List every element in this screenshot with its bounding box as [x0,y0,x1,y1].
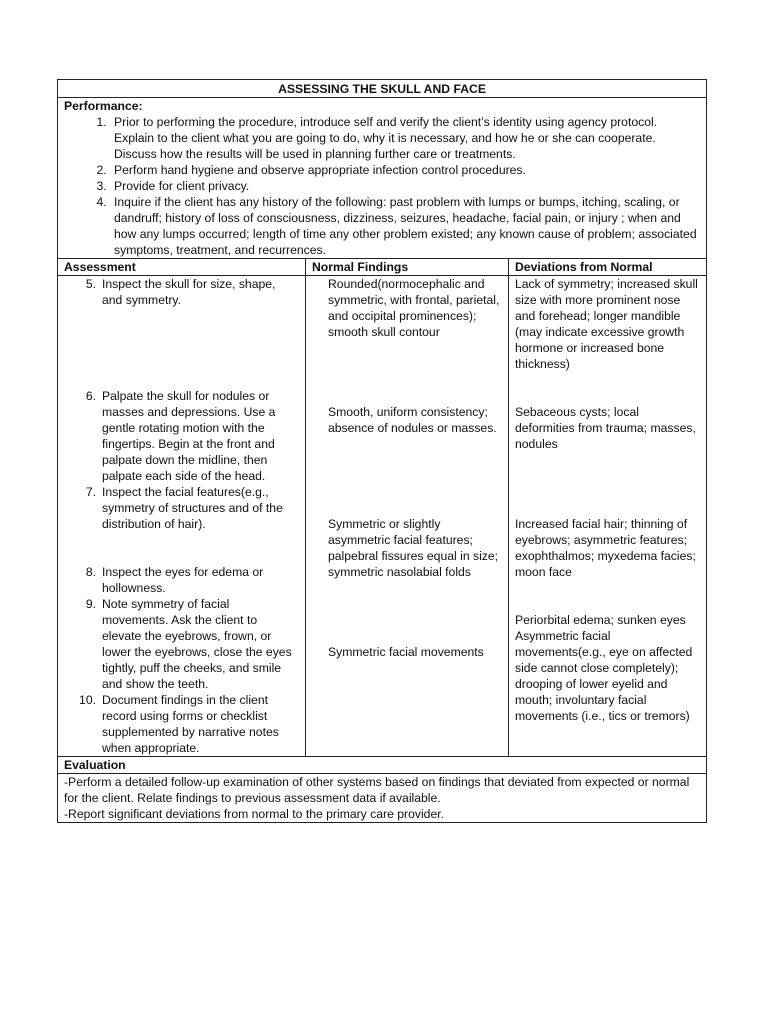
performance-item: 1. Prior to performing the procedure, introduce self and verify the client’s identity using agency protocol. Explain to the client what you are going to do, why it is necessary, and how he or she can cooperate. Discuss how the results will be used in planning further care or treatments. [110,114,700,162]
procedure-table [57,79,707,823]
assessment-column [58,276,306,757]
evaluation-line: -Perform a detailed follow-up examination of other systems based on findings that deviated from expected or normal for the client. Relate findings to previous assessment data if available. [64,775,690,805]
deviation-9: Asymmetric facial movements(e.g., eye on affected side cannot close completely); drooping of lower eyelid and mouth; involuntary facial movements (i.e., tics or tremors) [515,629,693,723]
performance-item: 4. Inquire if the client has any history of the following: past problem with lumps or bumps, itching, scaling, or dandruff; history of loss of consciousness, dizziness, seizures, headache, facial pain, or injury ; when and how any lumps occurred; length of time any other problem existed; any known cause of problem; associated symptoms, treatment, and recurrences. [110,194,700,258]
step-number: 6. [85,389,96,403]
procedure-document [57,79,706,823]
performance-list [64,114,700,258]
step-number: 8. [85,565,96,579]
step-text: Inspect the eyes for edema or hollowness. [102,565,264,595]
normal-finding-7: Symmetric or slightly asymmetric facial features; palpebral fissures equal in size; symmetric nasolabial folds [328,517,499,579]
performance-item: 2. Perform hand hygiene and observe appropriate infection control procedures. [110,162,700,178]
step-8 [64,564,299,596]
header-normal-findings: Normal Findings [306,259,509,276]
step-number: 5. [85,277,96,291]
evaluation-line: -Report significant deviations from normal to the primary care provider. [64,807,445,821]
header-deviations: Deviations from Normal [509,259,707,276]
deviation-7: Increased facial hair; thinning of eyebrows; asymmetric features; exophthalmos; myxedema facies; moon face [515,517,696,579]
step-9 [64,596,299,692]
step-text: Palpate the skull for nodules or masses and depressions. Use a gentle rotating motion with the fingertips. Begin at the front and palpate down the midline, then palpate each side of the head. [102,389,276,483]
step-6 [64,388,299,484]
deviation-5: Lack of symmetry; increased skull size with more prominent nose and forehead; longer mandible (may indicate excessive growth hormone or increased bone thickness) [515,277,698,371]
normal-findings-column [306,276,509,757]
step-text: Note symmetry of facial movements. Ask the client to elevate the eyebrows, frown, or lower the eyebrows, close the eyes tightly, puff the cheeks, and smile and show the teeth. [102,597,292,691]
step-text: Inspect the skull for size, shape, and symmetry. [102,277,276,307]
step-5 [64,276,299,308]
step-10 [64,692,299,756]
step-number: 7. [85,485,96,499]
step-text: Inspect the facial features(e.g., symmetry of structures and of the distribution of hair). [102,485,283,531]
step-number: 9. [85,597,96,611]
performance-label: Performance: [64,99,143,113]
normal-finding-6: Smooth, uniform consistency; absence of nodules or masses. [328,405,497,435]
step-text: Document findings in the client record using forms or checklist supplemented by narrative notes when appropriate. [102,693,279,755]
normal-finding-9: Symmetric facial movements [328,645,484,659]
header-assessment: Assessment [58,259,306,276]
document-title: ASSESSING THE SKULL AND FACE [58,80,707,98]
step-number: 10. [79,693,96,707]
normal-finding-5: Rounded(normocephalic and symmetric, with frontal, parietal, and occipital prominences); smooth skull contour [328,277,500,339]
step-7 [64,484,299,532]
evaluation-section [58,774,707,823]
performance-item: 3. Provide for client privacy. [110,178,700,194]
performance-section [58,98,707,259]
evaluation-label: Evaluation [58,757,707,774]
deviation-8: Periorbital edema; sunken eyes [515,613,686,627]
deviations-column [509,276,707,757]
deviation-6: Sebaceous cysts; local deformities from trauma; masses, nodules [515,405,696,451]
